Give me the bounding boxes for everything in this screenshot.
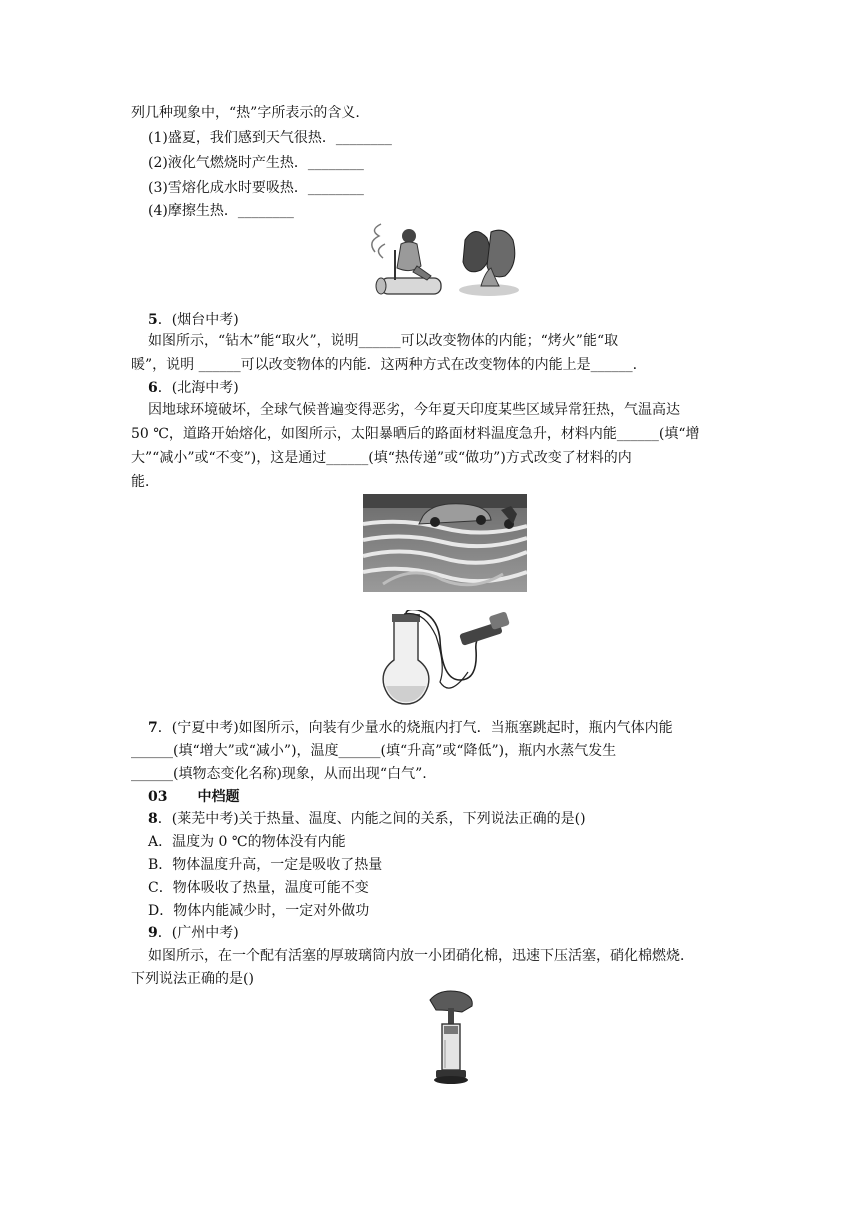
q9-source: ．(广州中考) bbox=[157, 925, 239, 941]
q5-number: 5 bbox=[148, 312, 158, 328]
intro-text: 列几种现象中，“热”字所表示的含义. bbox=[131, 105, 360, 121]
q9-number: 9 bbox=[148, 925, 158, 941]
q7-line3: ______(填物态变化名称)现象，从而出现“白气”. bbox=[131, 766, 427, 782]
q7-line1 bbox=[148, 718, 673, 738]
item-2: (2)液化气燃烧时产生热．________ bbox=[148, 155, 364, 171]
piston-cylinder-illustration bbox=[428, 990, 478, 1086]
q6-source: ．(北海中考) bbox=[157, 380, 239, 396]
section-title: 中档题 bbox=[197, 789, 240, 805]
q8-number: 8 bbox=[148, 811, 158, 827]
q6-number: 6 bbox=[148, 380, 158, 396]
q8-option-c: C．物体吸收了热量，温度可能不变 bbox=[148, 880, 369, 896]
section-number: 03 bbox=[148, 789, 168, 805]
flask-pump-illustration bbox=[380, 610, 512, 706]
q8-option-d: D．物体内能减少时，一定对外做功 bbox=[148, 903, 370, 919]
q7-line2: ______(填“增大”或“减小”)，温度______(填“升高”或“降低”)，瓶内水蒸气发生 bbox=[131, 743, 617, 759]
q6-line4: 能． bbox=[131, 474, 159, 490]
q9-line1: 如图所示，在一个配有活塞的厚玻璃筒内放一小团硝化棉，迅速下压活塞，硝化棉燃烧． bbox=[148, 948, 694, 964]
q8-option-a: A．温度为 0 ℃的物体没有内能 bbox=[148, 834, 346, 850]
item-4: (4)摩擦生热．________ bbox=[148, 203, 294, 219]
q6-header bbox=[148, 378, 239, 398]
item-3: (3)雪熔化成水时要吸热．________ bbox=[148, 180, 364, 196]
q5-header bbox=[148, 310, 239, 330]
q7-number: 7 bbox=[148, 720, 158, 736]
q6-line1: 因地球环境破坏，全球气候普遍变得恶劣，今年夏天印度某些区域异常狂热，气温高达 bbox=[148, 402, 680, 418]
q5-line1: 如图所示，“钻木”能“取火”，说明______可以改变物体的内能；“烤火”能“取 bbox=[148, 333, 619, 349]
item-1: (1)盛夏，我们感到天气很热．________ bbox=[148, 130, 392, 146]
q8-stem: ．(莱芜中考)关于热量、温度、内能之间的关系，下列说法正确的是() bbox=[157, 811, 586, 827]
q5-source: ．(烟台中考) bbox=[157, 312, 239, 328]
q9-header bbox=[148, 923, 239, 943]
q7-stem: ．(宁夏中考)如图所示，向装有少量水的烧瓶内打气．当瓶塞跳起时，瓶内气体内能 bbox=[157, 720, 673, 736]
q6-line3: 大”“减小”或“不变”)，这是通过______(填“热传递”或“做功”)方式改变了材料的内 bbox=[131, 450, 632, 466]
q6-line2: 50 ℃，道路开始熔化，如图所示，太阳暴晒后的路面材料温度急升，材料内能______(填“增 bbox=[131, 426, 700, 442]
q9-line2: 下列说法正确的是() bbox=[131, 971, 254, 987]
fire-drill-illustration bbox=[365, 222, 529, 298]
section-heading bbox=[148, 787, 239, 807]
q8-option-b: B．物体温度升高，一定是吸收了热量 bbox=[148, 857, 383, 873]
q8-stem-line bbox=[148, 809, 586, 829]
q5-line2: 暖”，说明 ______可以改变物体的内能．这两种方式在改变物体的内能上是______. bbox=[131, 357, 638, 373]
melting-road-photo bbox=[363, 494, 527, 592]
